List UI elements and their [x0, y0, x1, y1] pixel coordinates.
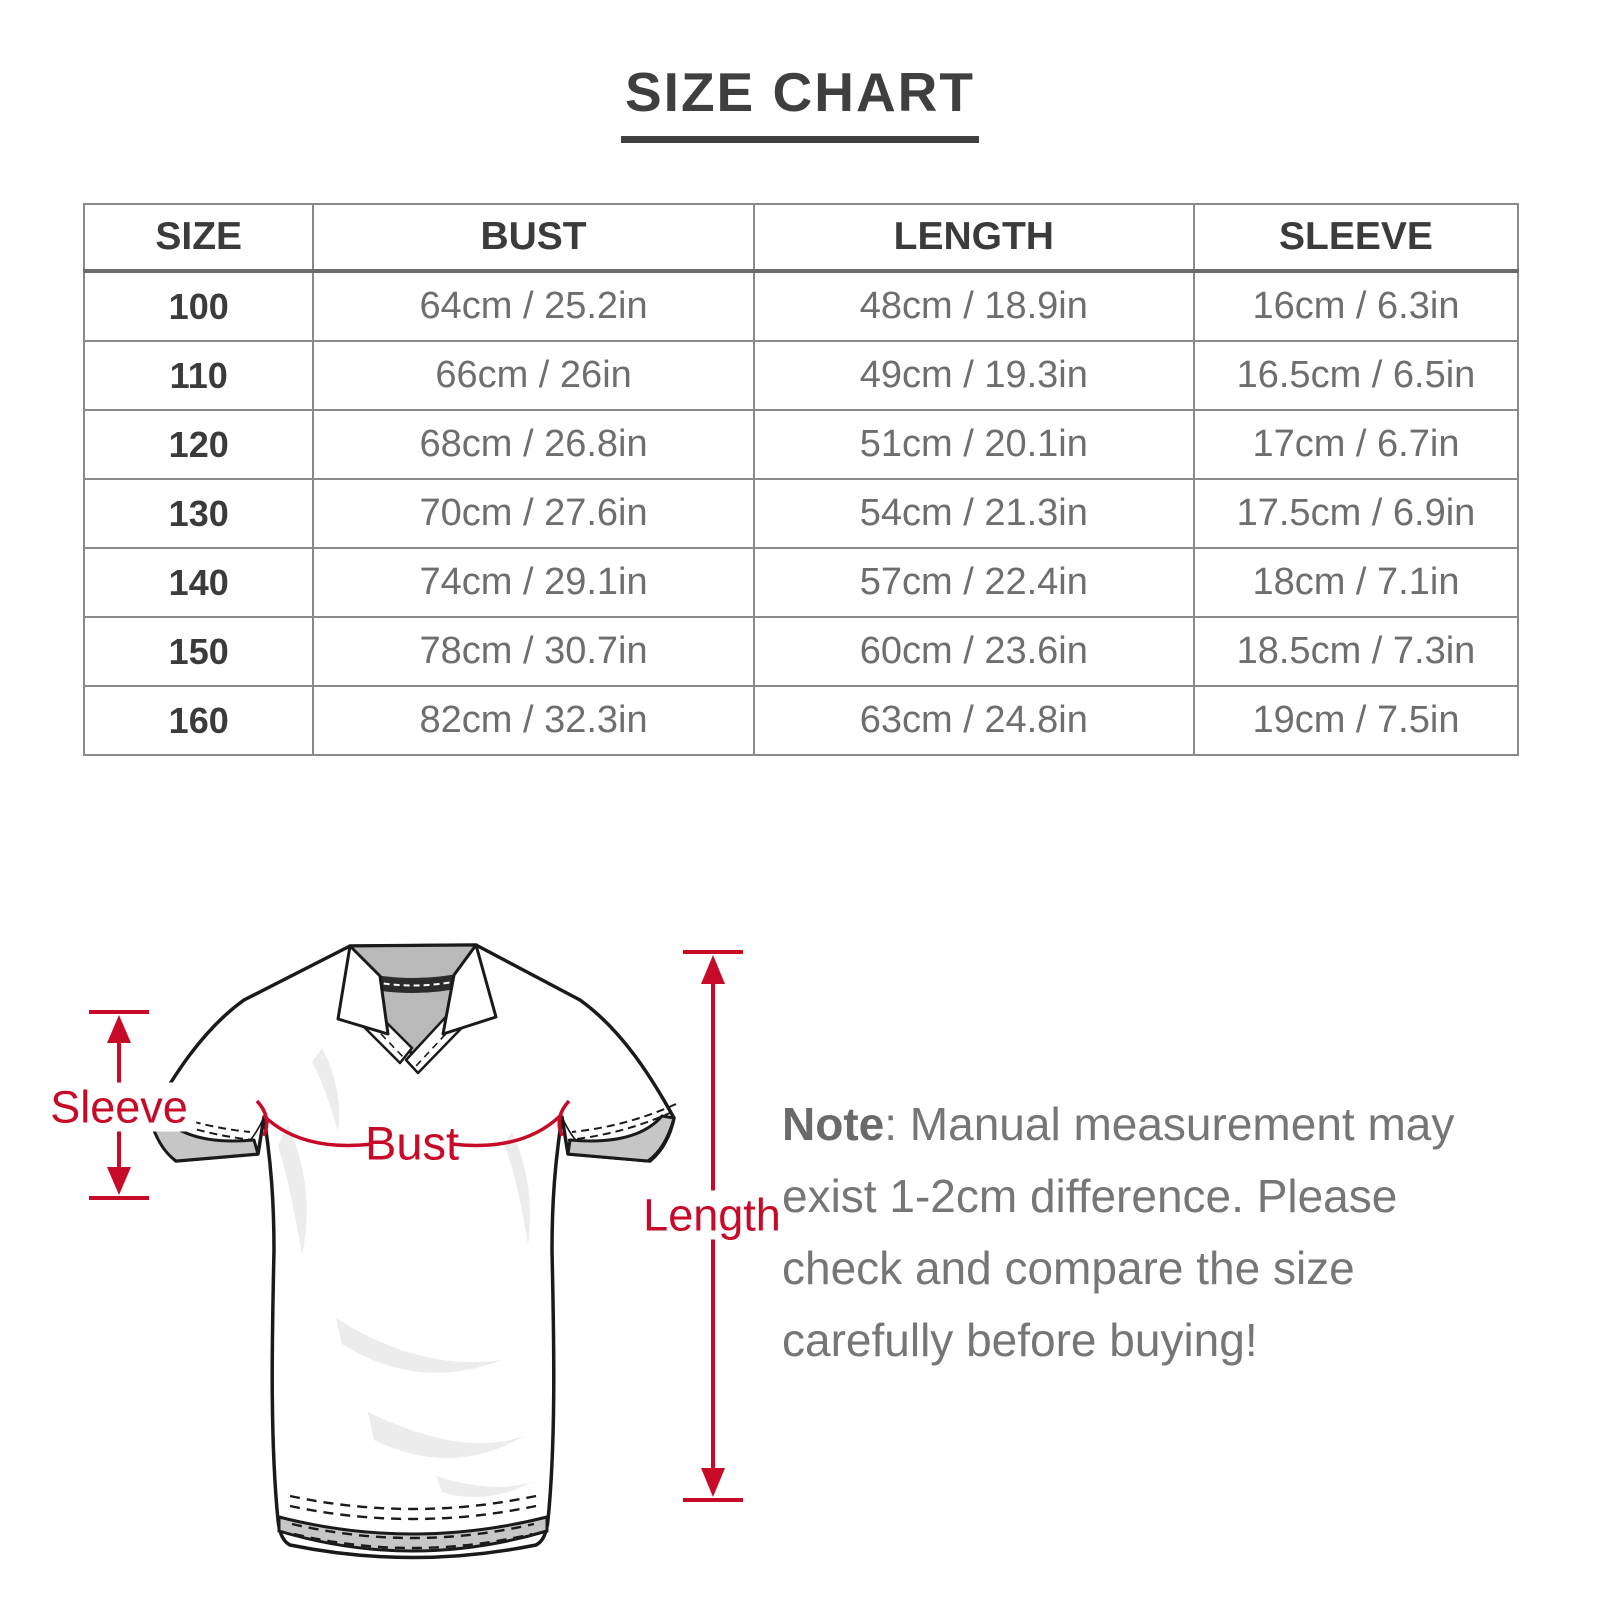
cell-sleeve: 19cm / 7.5in — [1194, 686, 1518, 755]
table-row — [84, 341, 1518, 410]
cell-size: 160 — [84, 686, 313, 755]
cell-sleeve: 18.5cm / 7.3in — [1194, 617, 1518, 686]
cell-bust: 66cm / 26in — [313, 341, 753, 410]
cell-length: 51cm / 20.1in — [754, 410, 1194, 479]
cell-length: 60cm / 23.6in — [754, 617, 1194, 686]
table-row — [84, 271, 1518, 341]
cell-sleeve: 17cm / 6.7in — [1194, 410, 1518, 479]
length-label: Length — [635, 1191, 789, 1240]
cell-bust: 78cm / 30.7in — [313, 617, 753, 686]
cell-size: 150 — [84, 617, 313, 686]
cell-bust: 68cm / 26.8in — [313, 410, 753, 479]
cell-sleeve: 16.5cm / 6.5in — [1194, 341, 1518, 410]
bust-label: Bust — [364, 1116, 460, 1170]
sleeve-label: Sleeve — [42, 1083, 196, 1132]
table-row — [84, 686, 1518, 755]
page-title: SIZE CHART — [621, 60, 979, 143]
cell-length: 57cm / 22.4in — [754, 548, 1194, 617]
cell-bust: 74cm / 29.1in — [313, 548, 753, 617]
cell-length: 48cm / 18.9in — [754, 271, 1194, 341]
cell-sleeve: 17.5cm / 6.9in — [1194, 479, 1518, 548]
cell-size: 100 — [84, 271, 313, 341]
title-section — [0, 60, 1600, 143]
cell-size: 120 — [84, 410, 313, 479]
cell-size: 140 — [84, 548, 313, 617]
cell-size: 130 — [84, 479, 313, 548]
cell-length: 63cm / 24.8in — [754, 686, 1194, 755]
table-row — [84, 617, 1518, 686]
size-table — [83, 203, 1519, 756]
cell-bust: 70cm / 27.6in — [313, 479, 753, 548]
table-header-row — [84, 204, 1518, 271]
table-row — [84, 479, 1518, 548]
header-length: LENGTH — [754, 204, 1194, 271]
note-text — [782, 1088, 1470, 1376]
note-body: : Manual measurement may exist 1-2cm difference. Please check and compare the size carefully before buying! — [782, 1098, 1455, 1366]
table-row — [84, 410, 1518, 479]
table-row — [84, 548, 1518, 617]
header-size: SIZE — [84, 204, 313, 271]
cell-size: 110 — [84, 341, 313, 410]
cell-bust: 64cm / 25.2in — [313, 271, 753, 341]
cell-sleeve: 16cm / 6.3in — [1194, 271, 1518, 341]
cell-bust: 82cm / 32.3in — [313, 686, 753, 755]
cell-length: 49cm / 19.3in — [754, 341, 1194, 410]
header-bust: BUST — [313, 204, 753, 271]
cell-length: 54cm / 21.3in — [754, 479, 1194, 548]
cell-sleeve: 18cm / 7.1in — [1194, 548, 1518, 617]
header-sleeve: SLEEVE — [1194, 204, 1518, 271]
note-label: Note — [782, 1098, 885, 1150]
